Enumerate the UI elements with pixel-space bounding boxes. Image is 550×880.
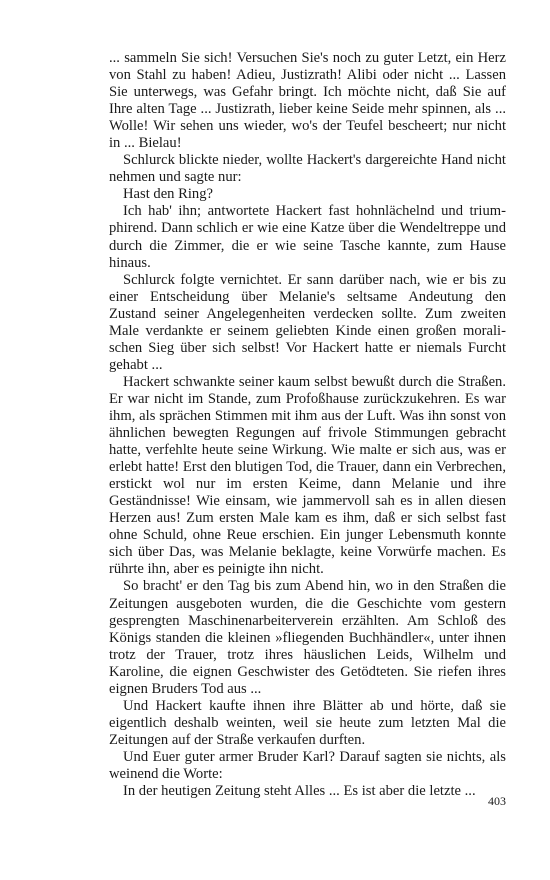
paragraph: Ich hab' ihn; antwortete Hackert fast hohnlächelnd und triumphirend. Dann schlich er wie eine Katze über die Wendeltreppe und durch die Zimmer, die er wie seine Tasche kannte, zum Hause hinaus. xyxy=(109,203,506,271)
paragraph: Und Euer guter armer Bruder Karl? Darauf sagten sie nichts, als weinend die Worte: xyxy=(109,748,506,782)
paragraph: Schlurck blickte nieder, wollte Hackert's dargereichte Hand nicht nehmen und sagte nur: xyxy=(109,152,506,186)
paragraph: Und Hackert kaufte ihnen ihre Blätter ab und hörte, daß sie eigentlich deshalb weinten, weil sie heute zum letzten Mal die Zeitungen auf der Straße verkaufen durften. xyxy=(109,697,506,748)
paragraph: Hast den Ring? xyxy=(123,186,213,203)
paragraph: So bracht' er den Tag bis zum Abend hin, wo in den Straßen die Zeitungen ausgeboten wurden, die die Geschichte vom gestern gesprengten Maschinenarbeiterverein erzählten. Am Schloß des Königs standen die kleinen »fliegenden Buchhändler«, unter ihnen trotz der Trauer, trotz ihres häuslichen Leids, Wilhelm und Karoline, die eignen Geschwister des Getödteten. Sie riefen ihres eignen Bruders Tod aus ... xyxy=(109,578,506,697)
page-number: 403 xyxy=(488,794,506,808)
paragraph: In der heutigen Zeitung steht Alles ... Es ist aber die letzte ... xyxy=(123,783,476,800)
body-text xyxy=(109,50,506,800)
paragraph: ... sammeln Sie sich! Versuchen Sie's noch zu guter Letzt, ein Herz von Stahl zu haben! Adieu, Justizrath! Alibi oder nicht ... Lassen Sie unterwegs, was Gefahr bringt. Ich möchte nicht, daß Sie auf Ihre alten Tage ... Justizrath, lieber keine Seide mehr spinnen, als ... Wolle! Wir sehen uns wieder, wo's der Teufel bescheert; nur nicht in ... Bielau! xyxy=(109,50,506,152)
paragraph: Hackert schwankte seiner kaum selbst bewußt durch die Straßen. Er war nicht im Stande, zum Profoßhause zurückzukehren. Es war ihm, als sprächen Stimmen mit ihm aus der Luft. Was ihn sonst von ähnlichen bewegten Regungen auf frivole Stimmungen gebracht hatte, verfehlte heute seine Wirkung. Wie malte er sich aus, was er erlebt hatte! Erst den blutigen Tod, die Trauer, dann ein Verbrechen, erstickt wol nur im ersten Keime, dann Melanie und ihre Geständnisse! Wie einsam, wie jammervoll sah es in allen diesen Herzen aus! Zum ersten Male kam es ihm, daß er sich selbst fast ohne Schuld, ohne Reue erschien. Ein junger Lebensmuth konnte sich über Das, was Melanie beklagte, keine Vorwürfe machen. Es rührte ihn, aber es peinigte ihn nicht. xyxy=(109,373,506,578)
paragraph: Schlurck folgte vernichtet. Er sann darüber nach, wie er bis zu einer Entscheidung über Melanie's seltsame Andeutung den Zustand seiner Angelegenheiten verdecken sollte. Zum zweiten Male verdankte er seinem geliebten Kinde einen großen moralischen Sieg über sich selbst! Vor Hackert hatte er niemals Furcht gehabt ... xyxy=(109,271,506,373)
